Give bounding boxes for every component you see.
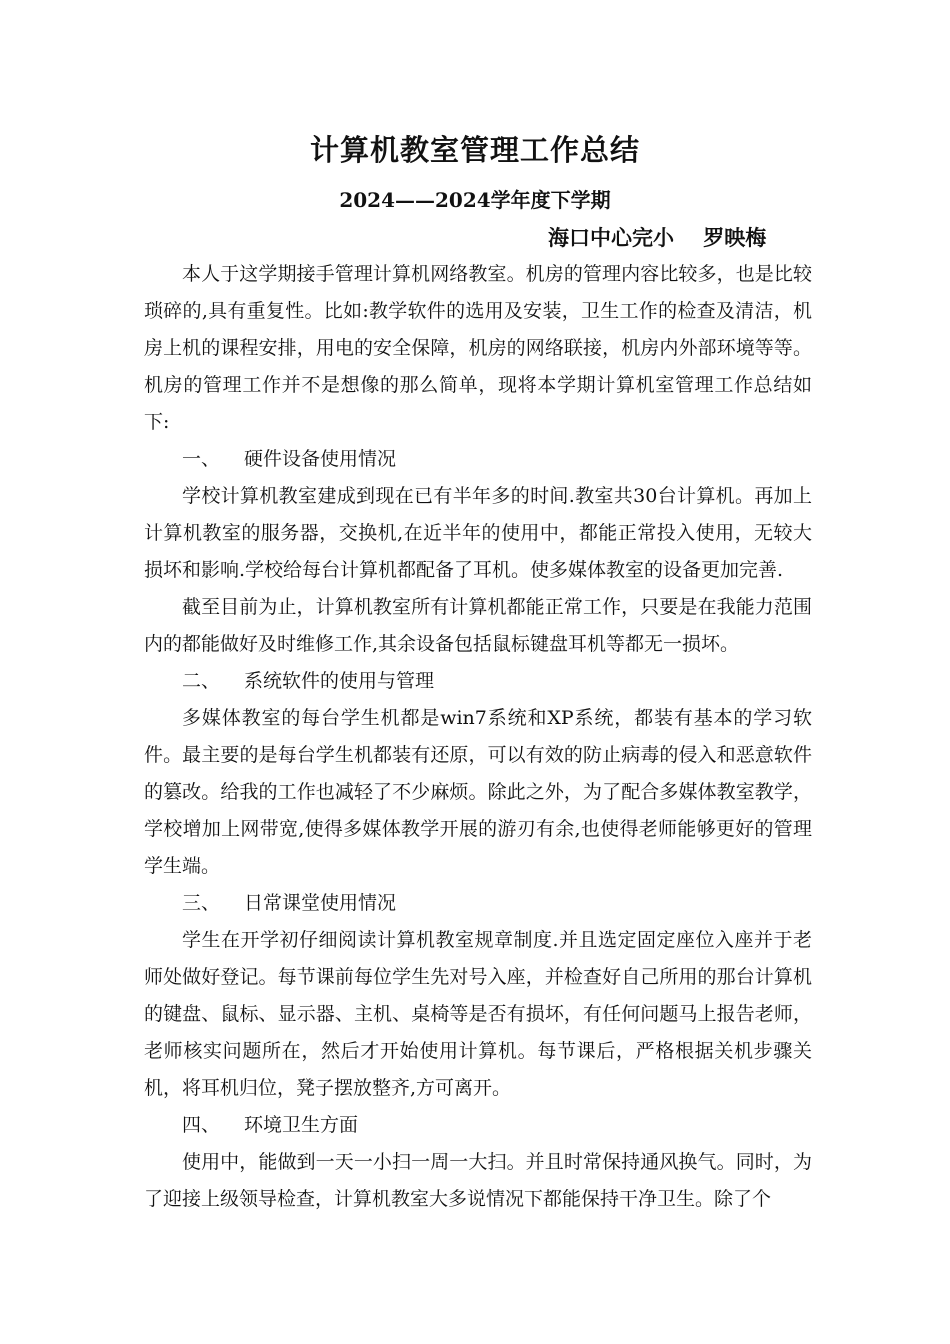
section-title: 环境卫生方面: [244, 1114, 359, 1136]
section-paragraph: 多媒体教室的每台学生机都是win7系统和XP系统，都装有基本的学习软件。最主要的是每台学生机都装有还原，可以有效的防止病毒的侵入和恶意软件的篡改。给我的工作也减轻了不少麻烦。除此之外，为了配合多媒体教室教学，学校增加上网带宽,使得多媒体教学开展的游刃有余,也使得老师能够更好的管理学生端。: [144, 707, 812, 877]
section-paragraph: 截至目前为止，计算机教室所有计算机都能正常工作，只要是在我能力范围内的都能做好及时维修工作,其余设备包括鼠标键盘耳机等都无一损坏。: [144, 596, 812, 655]
section-paragraph: 学生在开学初仔细阅读计算机教室规章制度.并且选定固定座位入座并于老师处做好登记。每节课前每位学生先对号入座，并检查好自己所用的那台计算机的键盘、鼠标、显示器、主机、桌椅等是否有损坏，有任何问题马上报告老师，老师核实问题所在，然后才开始使用计算机。每节课后，严格根据关机步骤关机，将耳机归位，凳子摆放整齐,方可离开。: [144, 929, 812, 1099]
section-heading-1: [144, 441, 812, 478]
section-heading-3: [144, 885, 812, 922]
section-number: 二、: [182, 670, 221, 692]
section-number: 四、: [182, 1114, 221, 1136]
section-heading-2: [144, 663, 812, 700]
section-paragraph: 使用中，能做到一天一小扫一周一大扫。并且时常保持通风换气。同时，为了迎接上级领导检查，计算机教室大多说情况下都能保持干净卫生。除了个: [144, 1151, 812, 1210]
intro-paragraph: 本人于这学期接手管理计算机网络教室。机房的管理内容比较多，也是比较琐碎的,具有重复性。比如:教学软件的选用及安装，卫生工作的检查及清洁，机房上机的课程安排，用电的安全保障，机房的网络联接，机房内外部环境等等。机房的管理工作并不是想像的那么简单，现将本学期计算机室管理工作总结如下:: [144, 263, 812, 433]
section-number: 一、: [182, 448, 221, 470]
section-title: 日常课堂使用情况: [244, 892, 397, 914]
document-body: [144, 256, 812, 1218]
document-subtitle: 2024——2024学年度下学期: [339, 188, 611, 212]
section-title: 系统软件的使用与管理: [244, 670, 435, 692]
section-title: 硬件设备使用情况: [244, 448, 397, 470]
section-number: 三、: [182, 892, 221, 914]
document-title: 计算机教室管理工作总结: [309, 133, 640, 167]
section-paragraph: 学校计算机教室建成到现在已有半年多的时间.教室共30台计算机。再加上计算机教室的服务器，交换机,在近半年的使用中，都能正常投入使用，无较大损坏和影响.学校给每台计算机都配备了耳机。使多媒体教室的设备更加完善.: [144, 485, 812, 581]
section-heading-4: [144, 1107, 812, 1144]
document-author: 海口中心完小 罗映梅: [548, 225, 767, 250]
